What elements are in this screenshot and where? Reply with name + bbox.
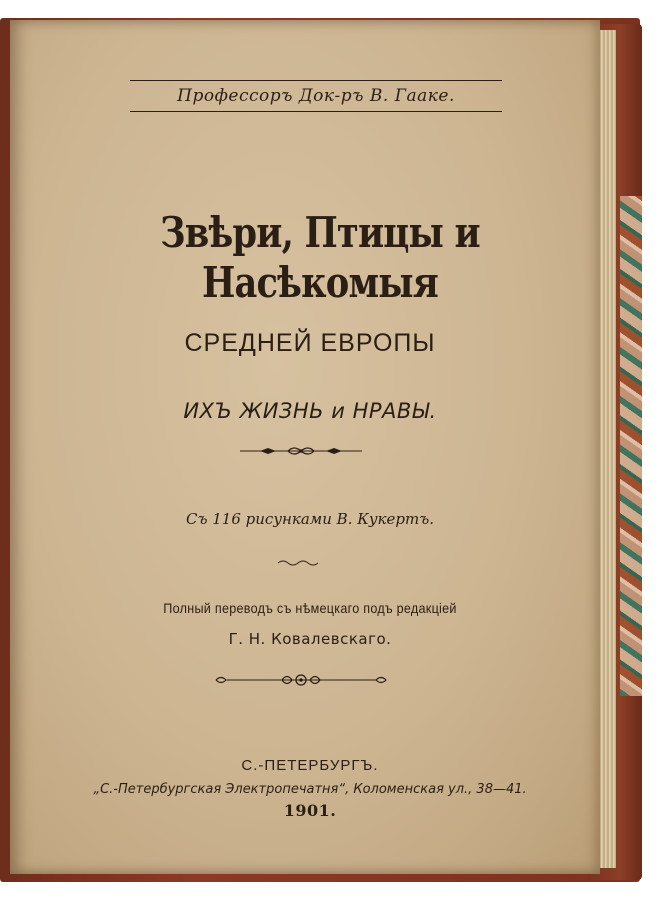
ornament-swash	[276, 558, 322, 566]
ornament-divider-bottom	[212, 672, 390, 688]
author-line: Профессоръ Док-ръ В. Гааке.	[130, 80, 502, 112]
book-subtitle-second: ИХЪ ЖИЗНЬ и НРАВЫ.	[183, 399, 437, 423]
book-subtitle: СРЕДНЕЙ ЕВРОПЫ	[184, 329, 436, 357]
publication-year: 1901.	[283, 801, 337, 820]
editor-name: Г. Н. Ковалевскаго.	[228, 630, 392, 648]
book-title: Звѣри, Птицы и Насѣкомыя	[160, 208, 480, 307]
ornament-divider-top	[238, 444, 364, 458]
publication-city: С.-ПЕТЕРБУРГЪ.	[241, 757, 379, 774]
printer-name: „С.-Петербургская Электропечатня“, Коломенская ул., 38—41.	[93, 782, 527, 797]
title-page-content	[10, 20, 590, 874]
illustrations-note: Съ 116 рисунками В. Кукертъ.	[186, 510, 434, 528]
translation-note: Полный переводъ съ нѣмецкаго подъ редакціей	[163, 600, 457, 616]
marbled-endpaper	[620, 196, 642, 696]
